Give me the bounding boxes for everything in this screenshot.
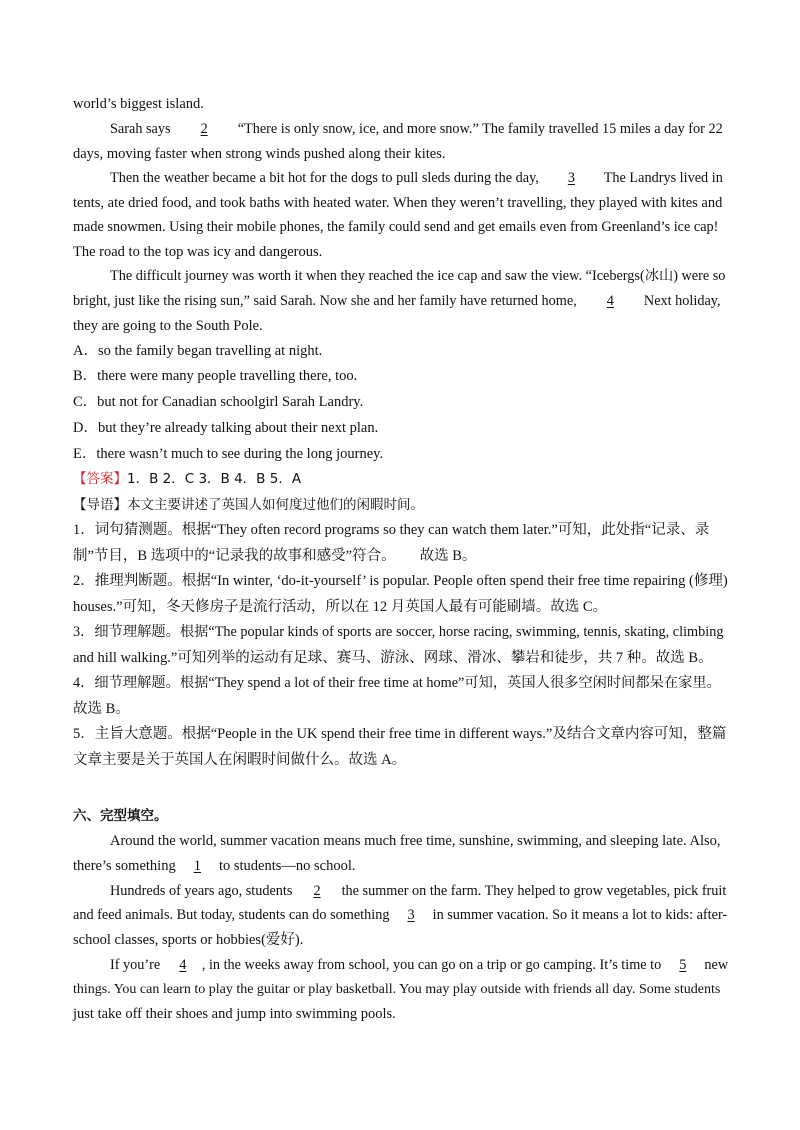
passage-text: The Landrys lived in <box>600 170 723 186</box>
section-heading: 六、完型填空。 <box>73 808 168 824</box>
guide-text: 本文主要讲述了英国人如何度过他们的闲暇时间。 <box>127 497 424 513</box>
guide-line <box>73 495 727 515</box>
cloze-line: things. You can learn to play the guitar or play basketball. You may play outside with friends all day. Some students <box>73 982 721 997</box>
answer-text: 1．B 2．C 3．B 4．B 5．A <box>127 471 302 487</box>
answer-line <box>73 469 727 489</box>
explanation-line: 4．细节理解题。根据“They spend a lot of their free time at home”可知，英国人很多空闲时间都呆在家里。 <box>73 675 721 691</box>
passage-line: days, moving faster when strong winds pushed along their kites. <box>73 146 446 162</box>
cloze-line <box>73 856 727 876</box>
explanation-line: 5．主旨大意题。根据“People in the UK spend their free time in different ways.”及结合文章内容可知，整篇 <box>73 726 727 742</box>
passage-line: The road to the top was icy and dangerous. <box>73 244 323 260</box>
cloze-blank-5: 5 <box>679 957 687 973</box>
cloze-blank-3: 3 <box>407 907 415 923</box>
passage-text: bright, just like the rising sun,” said Sarah. Now she and her family have returned home, <box>73 293 581 309</box>
explanation-line: 1．词句猜测题。根据“They often record programs so they can watch them later.”可知，此处指“记录、录 <box>73 522 710 538</box>
explanation-line: 文章主要是关于英国人在闲暇时间做什么。故选 A。 <box>73 752 407 768</box>
option-c: C．but not for Canadian schoolgirl Sarah Landry. <box>73 394 364 410</box>
explanation-line: 2．推理判断题。根据“In winter, ‘do-it-yourself’ is popular. People often spend their free time repairing (修理) <box>73 573 728 589</box>
guide-label: 【导语】 <box>73 497 127 513</box>
passage-line: world’s biggest island. <box>73 96 204 112</box>
cloze-text: Hundreds of years ago, students <box>110 883 297 899</box>
cloze-text: If you’re <box>110 957 164 973</box>
passage-text: Next holiday, <box>640 293 721 309</box>
passage-line: made snowmen. Using their mobile phones, the family could send and get emails even from Greenland’s ice cap! <box>73 219 719 235</box>
explanation-line: houses.”可知，冬天修房子是流行活动，所以在 12 月英国人最有可能刷墙。故选 C。 <box>73 599 608 615</box>
answer-label: 【答案】 <box>73 471 127 487</box>
blank-4: 4 <box>606 293 614 309</box>
cloze-text: to students—no school. <box>215 858 356 874</box>
passage-line: The difficult journey was worth it when they reached the ice cap and saw the view. “Icebergs(冰山) were so <box>110 268 726 284</box>
cloze-text: in summer vacation. So it means a lot to kids: after- <box>429 907 728 923</box>
explanation-line: 3．细节理解题。根据“The popular kinds of sports are soccer, horse racing, swimming, tennis, skating, climbing <box>73 624 724 640</box>
option-b: B．there were many people travelling there, too. <box>73 368 358 384</box>
cloze-line <box>110 881 727 901</box>
option-d: D．but they’re already talking about their next plan. <box>73 420 379 436</box>
passage-line: they are going to the South Pole. <box>73 318 263 334</box>
cloze-text: the summer on the farm. They helped to grow vegetables, pick fruit <box>338 883 727 899</box>
blank-2: 2 <box>200 121 208 137</box>
explanation-line: and hill walking.”可知列举的运动有足球、赛马、游泳、网球、滑冰、攀岩和徒步，共 7 种。故选 B。 <box>73 650 713 666</box>
cloze-line: Around the world, summer vacation means much free time, sunshine, swimming, and sleeping late. Also, <box>110 833 721 849</box>
option-a: A．so the family began travelling at night. <box>73 343 323 359</box>
passage-paragraph <box>110 119 727 139</box>
passage-line: tents, ate dried food, and took baths with heated water. When they weren’t travelling, they played with kites and <box>73 195 723 211</box>
cloze-blank-1: 1 <box>193 858 201 874</box>
cloze-text: , in the weeks away from school, you can go on a trip or go camping. It’s time to <box>201 957 665 973</box>
passage-text: Then the weather became a bit hot for the dogs to pull sleds during the day, <box>110 170 543 186</box>
passage-paragraph <box>110 168 727 188</box>
cloze-line: just take off their shoes and jump into swimming pools. <box>73 1006 396 1022</box>
cloze-line: school classes, sports or hobbies(爱好). <box>73 932 304 948</box>
passage-text: “There is only snow, ice, and more snow.” The family travelled 15 miles a day for 22 <box>234 121 723 137</box>
cloze-blank-4: 4 <box>179 957 187 973</box>
cloze-text: there’s something <box>73 858 180 874</box>
cloze-text: and feed animals. But today, students can do something <box>73 907 394 923</box>
blank-3: 3 <box>567 170 575 186</box>
option-e: E．there wasn’t much to see during the long journey. <box>73 446 384 462</box>
cloze-blank-2: 2 <box>313 883 321 899</box>
explanation-text: 制”节目，B 选项中的“记录我的故事和感受”符合。 <box>73 548 396 564</box>
cloze-text: new <box>700 957 729 973</box>
explanation-line <box>73 546 727 566</box>
cloze-line <box>110 955 727 975</box>
passage-text: Sarah says <box>110 121 175 137</box>
passage-paragraph <box>73 291 727 311</box>
explanation-line: 故选 B。 <box>73 701 130 717</box>
explanation-text: 故选 B。 <box>419 548 477 564</box>
cloze-line <box>73 905 727 925</box>
